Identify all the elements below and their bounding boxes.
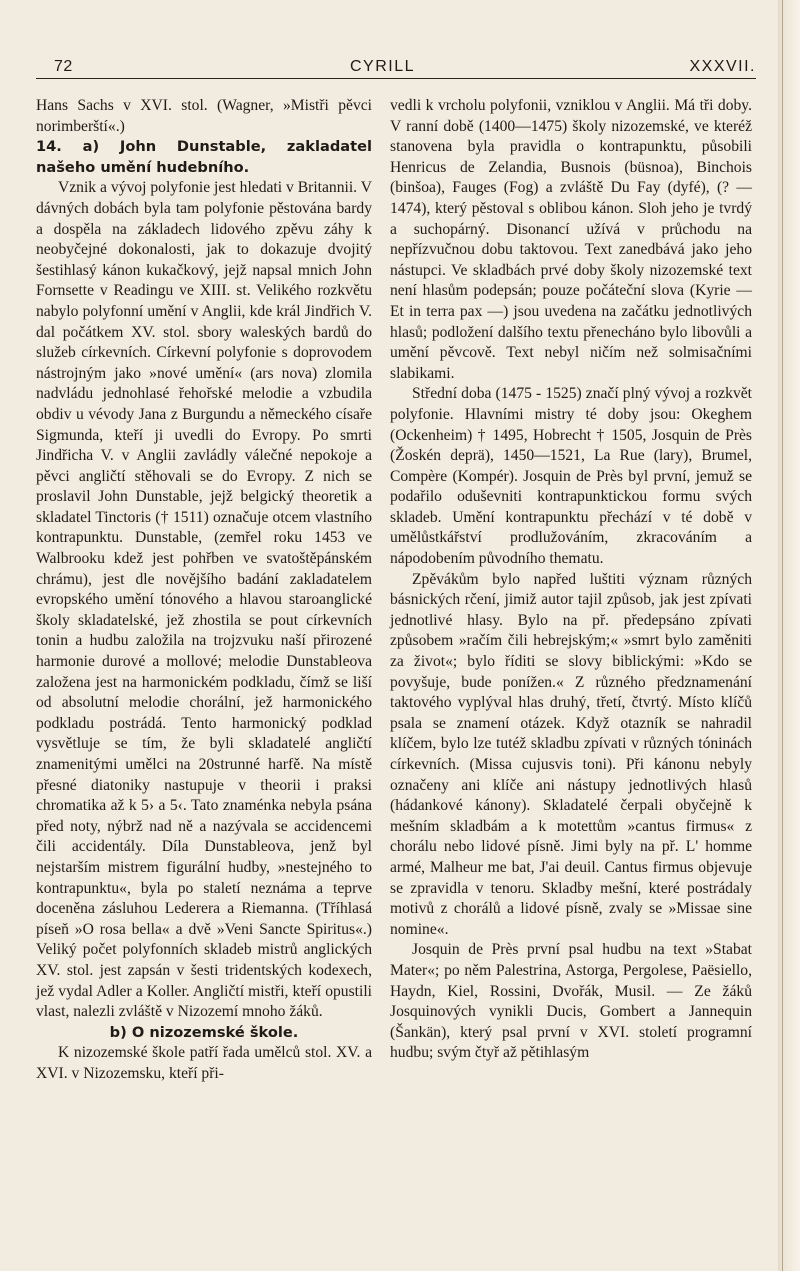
body-paragraph: Zpěvákům bylo napřed luštiti význam různých básnických rčení, jimiž autor tajil způsob, jak jest zpívati jednotlivé hlasy. Bylo na př. předepsáno zpívati způsobem »račím čili hebrejským;« »smrt bylo zaměniti za život«; bylo říditi se slovy biblickými: »Kdo se povyšuje, bude ponížen.« Z různého předznamenání taktového vyplýval hlas druhý, třetí, čtvrtý. Místo klíčů psala se znamení otázek. Když otazník se nahradil klíčem, bylo lze tutéž skladbu zpívati v různých tóninách církevních. (Missa cujusvis toni). Při kánonu nebyly označeny ani klíče ani nástupy jednotlivých hlasů (hádankové kánony). Skladatelé čerpali obyčejně k mešním skladbám a k motettům »cantus firmus« z chorálu nebo lidové písně. Jimi byly na př. L' homme armé, Malheur me bat, J'ai deuil. Cantus firmus objevuje se zpravidla v tenoru. Skladby mešní, které postrádaly motivů z chorálů a lidové písně, zvaly se »Missae sine nomine«. [390,570,752,938]
right-column [390,96,752,1064]
header-rule [36,78,756,79]
left-column [36,96,372,1085]
body-paragraph: Střední doba (1475 - 1525) značí plný vývoj a rozkvět polyfonie. Hlavními mistry té doby jsou: Okeghem (Ockenheim) † 1495, Hobrecht † 1505, Josquin de Près (Žoskén deprä), 1450—1521, La Rue (lary), Brumel, Compère (Kompér). Josquin de Près byl první, jemuž se podařilo oduševniti kontrapunktickou formu svých skladeb. Umění kontrapunktu přechází v té době v umělůstkářství prodlužováním, zkracováním a nápodobením původního thematu. [390,385,752,568]
running-title: CYRILL [350,58,416,75]
intro-paragraph: Hans Sachs v XVI. stol. (Wagner, »Mistři pěvci norimberští«.) [36,97,372,135]
body-paragraph: Vznik a vývoj polyfonie jest hledati v Britannii. V dávných dobách byla tam polyfonie pěstována bardy a dospěla na základech lidového zpěvu záhy k neobyčejné dokonalosti, jak to dokazuje dvojitý šestihlasý kánon kukačkový, jejž napsal mnich John Fornsette v Readingu ve XIII. st. Velikého rozkvětu nabylo polyfonní umění v Anglii, kde král Jindřich V. dal počátkem XV. stol. sbory waleských bardů do služeb církevních. Církevní polyfonie s doprovodem nástrojným jako »nové umění« (ars nova) zlomila nadvládu jednohlasé řehořské melodie a vzbudila obdiv u vévody Jana z Burgundu a německého císaře Sigmunda, kteří ji uvedli do Evropy. Po smrti Jindřicha V. v Anglii zavládly válečné nepokoje a pěvci angličtí stěhovali se do Evropy. Z nich se proslavil John Dunstable, jejž belgický theoretik a skladatel Tinctoris († 1511) označuje otcem vlastního kontrapunktu. Dunstable, (zemřel roku 1453 ve Walbrooku kdež jest pohřben ve svatoštěpánském chrámu), jest dle novějšího badání zakladatelem evropského umění tónového a hlavou staroanglické školy skladatelské, jež zhostila se pout církevních tonin a hudbu založila na trojzvuku naší přirozené harmonie durové a mollové; melodie Dunstableova založena jest na harmonickém podkladu, čímž se liší od absolutní melodie chorální, jež harmonického podkladu postrádá. Tento harmonický podklad vysvětluje se tím, že byli skladatelé angličtí znamenitými umělci na 20strunné harfě. Na místě přesné diatoniky nastupuje v theorii i praksi chromatika až k 5› a 5‹. Tato znaménka nebyla psána před noty, nýbrž nad ně a nazývala se accidencemi čili accidentály. Díla Dunstableova, jenž byl nejstarším mistrem figurální hudby, »nestejného to kontrapunktu«, byla po staletí neznáma a teprve doceněna zásluhou Lederera a Riemanna. (Tříhlasá píseň »O rosa bella« a dvě »Veni Sancte Spiritus«.) Veliký počet polyfonních skladeb mistrů anglických XV. stol. jest zapsán v šesti tridentských kodexech, jež vydal Adler a Koller. Angličtí mistři, kteří opustili vlast, nalezli zvláště v Nizozemí mnoho žáků. [36,179,372,1021]
body-paragraph: vedli k vrcholu polyfonii, vzniklou v Anglii. Má tři doby. V ranní době (1400—1475) školy nizozemské, ve kteréž stanovena byla pravidla o kontrapunktu, působili Henricus de Zelandia, Busnois (büsnoa), Binchois (binšoa), Fauges (Fog) a zvláště Du Fay (dyfé), (? —1474), který pěstoval s oblibou kánon. Sloh jeho je tvrdý a suchopárný. Disonancí užívá v průchodu na nepřízvučnou dobu taktovou. Text zanedbává jako jeho nástupci. Ve skladbách prvé doby školy nizozemské text není hlasům podepsán; pouze počáteční slova (Kyrie — Et in terra pax —) jsou uvedena na začátku jednotlivých hlasů; podložení dalšího textu přenecháno bylo libovůli a umění pěvcově. Text nebyl ničím než solmisačními slabikami. [390,97,752,382]
body-paragraph: K nizozemské škole patří řada umělců stol. XV. a XVI. v Nizozemsku, kteří při- [36,1044,372,1082]
section-heading-nizozemska-skola: b) O nizozemské škole. [109,1023,299,1041]
body-paragraph: Josquin de Près první psal hudbu na text »Stabat Mater«; po něm Palestrina, Astorga, Pergolese, Paësiello, Haydn, Kiel, Rossini, Dvořák, Musil. — Ze žáků Josquinových vynikli Ducis, Gombert a Jannequin (Šankän), který psal první v XVI. století programní hudbu; svým čtyř až pětihlasým [390,941,752,1062]
running-header [36,56,756,80]
page-number: 72 [54,58,73,75]
section-number: XXXVII. [689,58,756,75]
page-edge-line [782,0,783,1271]
section-heading-dunstable: 14. a) John Dunstable, zakladatel našeho umění hudebního. [36,138,372,176]
